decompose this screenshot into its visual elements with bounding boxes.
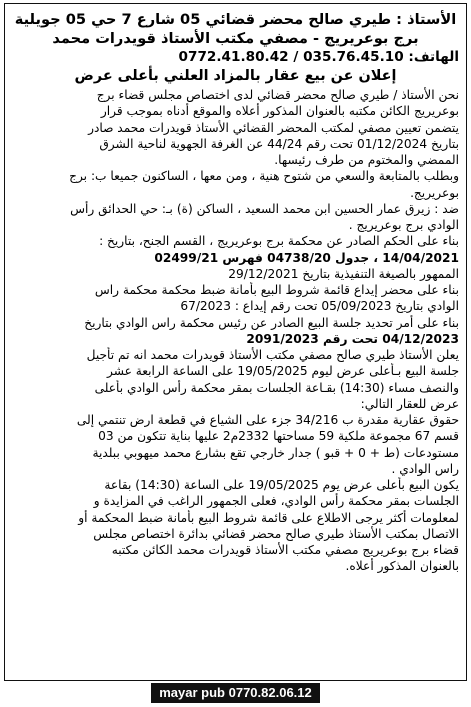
body-line: مستودعات (ط + 0 + قبو ) جدار خارجي تقع بشارع محمد ميهوبي ببلدية <box>92 445 459 460</box>
body-line: حقوق عقارية مقدرة ب 34/216 جزء على الشياع في قطعة ارض تنتمي إلى <box>76 413 459 427</box>
body-line: الوادي برج بوعريريج . <box>348 218 459 232</box>
body-line: يكون البيع بأعلى عرض يوم 19/05/2025 على الساعة (14:30) بقاعة <box>104 478 459 492</box>
publisher-badge: mayar pub 0770.82.06.12 <box>151 683 320 703</box>
body-line: والنصف مساء (14:30) بقـاعة الجلسات بمقر محكمة رأس الوادي بأعلى <box>94 380 459 395</box>
body-line: بناء على أمر تحديد جلسة البيع الصادر عن رئيس محكمة راس الوادي بتاريخ <box>84 315 459 330</box>
header-line-1: الأستاذ : طيري صالح محضر قضائي 05 شارع 7 حي 05 جويلية <box>14 11 457 28</box>
body-line: راس الوادي . <box>391 461 459 476</box>
body-line: يعلن الأستاذ طيري صالح مصفي مكتب الأستاذ قويدرات محمد انه تم تأجيل <box>86 348 459 362</box>
body-line: بالعنوان المذكور أعلاه. <box>345 559 459 574</box>
body-line: وبطلب بالمتابعة والسعي من شتوح هنية ، ومن معها ، الساكنون جميعا ب: برج <box>69 169 459 184</box>
notice-body <box>12 87 459 575</box>
body-line: لمعلومات أكثر يرجى الاطلاع على قائمة شروط البيع بأمانة ضبط المحكمة أو <box>78 510 459 525</box>
body-line: الاتصال بمكتب الأستاذ طيري صالح محضر قضائي بدائرة اختصاص مجلس <box>93 526 459 541</box>
body-line: بناء على الحكم الصادر عن محكمة برج بوعريريج ، القسم الجنح، بتاريخ : <box>99 234 459 249</box>
body-line: بوعريريج الكائن مكتبه بالعنوان المذكور أعلاه والموقع أدناه بموجب قرار <box>100 104 459 119</box>
notice-title: إعلان عن بيع عقار بالمزاد العلني بأعلى عرض <box>74 68 397 84</box>
body-line: بناء على محضر إيداع قائمة شروط البيع بأمانة ضبط محكمة محكمة راس <box>94 283 459 297</box>
body-line: بتاريخ 01/12/2024 تحت رقم 44/24 عن الغرفة الجهوية لناحية الشرق <box>99 136 459 151</box>
body-line: الممضي والمختوم من طرف رئيسها. <box>274 153 459 167</box>
body-line: يتضمن تعيين مصفي لمكتب المحضر القضائي الأستاذ قويدرات محمد صادر <box>88 120 459 135</box>
body-line: الممهور بالصيغة التنفيذية بتاريخ 29/12/2021 <box>228 266 459 281</box>
header-phone: الهاتف: 035.76.45.10 / 0772.41.80.42 <box>178 49 459 65</box>
body-line: قسم 67 مجموعة ملكية 59 مساحتها 2332م2 عليها بناية تتكون من 03 <box>98 429 459 444</box>
header-line-2: برج بوعريريج - مصفي مكتب الأستاذ قويدرات محمد <box>52 30 419 47</box>
body-line: قضاء برج بوعريريج مصفي مكتب الأستاذ قويدرات محمد الكائن مكتبه <box>111 543 459 557</box>
body-line: ضد : زيرق عمار الحسين ابن محمد السعيد ، الساكن (ة) بـ: حي الحدائق رأس <box>70 201 459 216</box>
body-line: عرض للعقار التالي: <box>360 396 459 411</box>
body-line: نحن الأستاذ / طيري صالح محضر قضائي لدى اختصاص مجلس قضاء برج <box>96 88 459 102</box>
body-line: 14/04/2021 ، جدول 04738/20 فهرس 02499/21 <box>154 250 459 265</box>
body-line: الوادي بتاريخ 05/09/2023 تحت رقم إيداع : 67/2023 <box>180 299 459 314</box>
body-line: 04/12/2023 تحت رقم 2091/2023 <box>246 331 459 346</box>
footer <box>0 683 471 703</box>
legal-notice <box>4 3 467 681</box>
body-line: الجلسات بمقر محكمة رأس الوادي، فعلى الجمهور الراغب في المزايدة و <box>93 494 459 509</box>
body-line: جلسة البيع بـأعلى عرض ليوم 19/05/2025 على الساعة الرابعة عشر <box>107 364 459 379</box>
body-line: بوعريريج. <box>410 185 459 200</box>
